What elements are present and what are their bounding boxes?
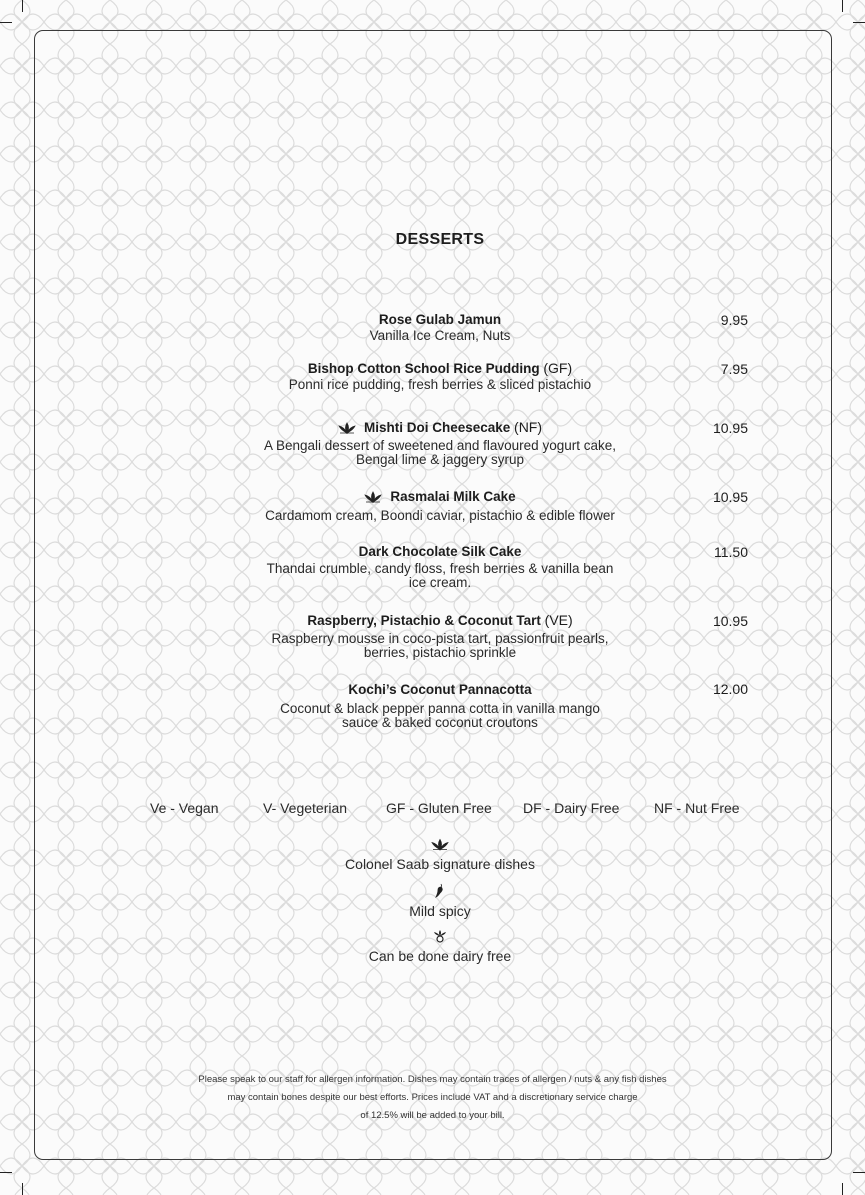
legend-gluten-free: GF - Gluten Free [386, 800, 492, 816]
dish-name: Rasmalai Milk Cake [240, 489, 640, 505]
dish-tag: (NF) [514, 419, 543, 435]
dish-description: Coconut & black pepper panna cotta in vanilla mango sauce & baked coconut croutons [280, 701, 600, 730]
chilli-icon [435, 883, 445, 898]
lotus-icon [338, 422, 356, 434]
symbol-key-dairy-free [0, 929, 865, 964]
lotus-icon [364, 491, 382, 503]
legend-nut-free: NF - Nut Free [654, 800, 740, 816]
symbol-label: Mild spicy [409, 903, 471, 919]
section-title: DESSERTS [395, 231, 485, 248]
menu-item [240, 544, 640, 590]
dish-description: Vanilla Ice Cream, Nuts [369, 328, 511, 343]
legend-vegan: Ve - Vegan [150, 800, 219, 816]
legend-dairy-free: DF - Dairy Free [523, 800, 620, 816]
crop-mark [842, 0, 843, 12]
menu-item [240, 419, 640, 467]
dish-price: 10.95 [712, 613, 748, 629]
symbol-label: Can be done dairy free [368, 948, 512, 964]
crop-mark [842, 1183, 843, 1195]
dish-name: Mishti Doi Cheesecake (NF) [240, 419, 640, 436]
dish-price: 10.95 [712, 420, 748, 436]
dish-description: A Bengali dessert of sweetened and flavoured yogurt cake, Bengal lime & jaggery syrup [264, 438, 616, 467]
allergen-footer: Please speak to our staff for allergen information. Dishes may contain traces of allergen / nuts & any fish dishes may contain bones despite our best efforts. Prices include VAT and a discretionary service charge of 12.5% will be added to your bill. [198, 1074, 667, 1121]
symbol-key-spicy [0, 883, 865, 919]
menu-item [240, 360, 640, 392]
crop-mark [0, 1172, 12, 1173]
crop-mark [853, 22, 865, 23]
lotus-icon [431, 838, 449, 851]
menu-item [240, 312, 640, 343]
symbol-key-signature [0, 838, 865, 872]
menu-frame [34, 30, 832, 1160]
crop-mark [22, 0, 23, 12]
dish-price: 7.95 [720, 361, 748, 377]
crop-mark [0, 22, 12, 23]
dish-price: 11.50 [714, 544, 748, 560]
crop-mark [853, 1172, 865, 1173]
dish-price: 10.95 [712, 489, 748, 505]
dish-tag: (VE) [544, 612, 573, 628]
dish-name: Raspberry, Pistachio & Coconut Tart (VE) [307, 612, 573, 628]
symbol-label: Colonel Saab signature dishes [345, 856, 535, 872]
dish-tag: (GF) [543, 360, 573, 376]
dish-name: Rose Gulab Jamun [378, 312, 502, 327]
dish-description: Cardamom cream, Boondi caviar, pistachio & edible flower [265, 508, 615, 523]
menu-item [240, 612, 640, 660]
dish-description: Raspberry mousse in coco-pista tart, passionfruit pearls, berries, pistachio sprinkle [271, 631, 609, 660]
menu-item [240, 489, 640, 523]
menu-item [240, 682, 640, 730]
dairy-free-icon [433, 929, 447, 943]
dish-name: Bishop Cotton School Rice Pudding (GF) [307, 360, 573, 376]
dish-price: 12.00 [712, 681, 748, 697]
crop-mark [22, 1183, 23, 1195]
dish-description: Thandai crumble, candy floss, fresh berries & vanilla bean ice cream. [266, 561, 614, 590]
dish-name: Kochi’s Coconut Pannacotta [348, 682, 532, 697]
dish-price: 9.95 [720, 312, 748, 328]
legend-vegetarian: V- Vegeterian [263, 800, 348, 816]
dish-name: Dark Chocolate Silk Cake [358, 544, 522, 559]
dish-description: Ponni rice pudding, fresh berries & sliced pistachio [288, 377, 592, 392]
